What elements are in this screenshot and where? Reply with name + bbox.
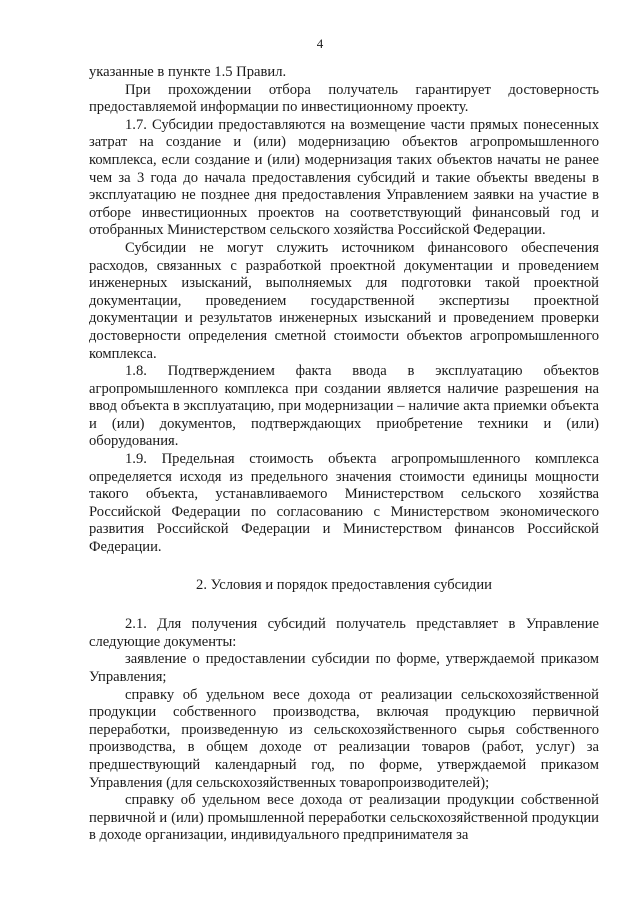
paragraph-subsidy-limits: Субсидии не могут служить источником финансового обеспечения расходов, связанных с разработкой проектной документации и проведением инженерных изысканий, выполняемых для подготовки такой проектной документации, проведением государственной экспертизы проектной документации и результатов инженерных изысканий и проведением проверки достоверности определения сметной стоимости объектов агропромышленного комплекса.: [89, 239, 599, 362]
section-heading: 2. Условия и порядок предоставления субсидии: [196, 576, 492, 593]
paragraph-2-1: 2.1. Для получения субсидий получатель представляет в Управление следующие документы:: [89, 616, 599, 650]
paragraph-continuation: указанные в пункте 1.5 Правил.: [89, 64, 287, 80]
list-item-income-certificate: справку об удельном весе дохода от реализации сельскохозяйственной продукции собственного производства, включая продукцию первичной переработки, произведенную из сельскохозяйственного сырья собственного производства, в общем доходе от реализации товаров (работ, услуг) за предшествующий календарный год, по форме, утверждаемой приказом Управления (для сельскохозяйственных товаропроизводителей);: [89, 686, 599, 791]
page-number: 4: [316, 36, 324, 51]
paragraph-1-7: 1.7. Субсидии предоставляются на возмещение части прямых понесенных затрат на создание и (или) модернизацию объектов агропромышленного комплекса, если создание и (или) модернизация таких объектов начаты не ранее чем за 3 года до начала предоставления субсидий и такие объекты введены в эксплуатацию не позднее дня предоставления Управлением заявки на участие в отборе инвестиционных проектов на соответствующий финансовый год и отобранных Министерством сельского хозяйства Российской Федерации.: [89, 116, 599, 239]
paragraph-1-9: 1.9. Предельная стоимость объекта агропромышленного комплекса определяется исходя из предельного значения стоимости единицы мощности такого объекта, устанавливаемого Министерством сельского хозяйства Российской Федерации по согласованию с Министерством экономического развития Российской Федерации и Министерством финансов Российской Федерации.: [89, 451, 599, 556]
document-body: [89, 64, 599, 845]
paragraph-reliability: При прохождении отбора получатель гарантирует достоверность предоставляемой информации по инвестиционному проекту.: [89, 81, 599, 116]
list-item-processing-certificate: справку об удельном весе дохода от реализации продукции собственной первичной и (или) промышленной переработки сельскохозяйственной продукции в доходе организации, индивидуального предпринимателя за: [89, 792, 599, 844]
list-item-application: заявление о предоставлении субсидии по форме, утверждаемой приказом Управления;: [89, 651, 599, 685]
paragraph-1-8: 1.8. Подтверждением факта ввода в эксплуатацию объектов агропромышленного комплекса при создании является наличие разрешения на ввод объекта в эксплуатацию, при модернизации – наличие акта приемки объекта и (или) документов, подтверждающих приобретение техники и (или) оборудования.: [89, 363, 599, 450]
